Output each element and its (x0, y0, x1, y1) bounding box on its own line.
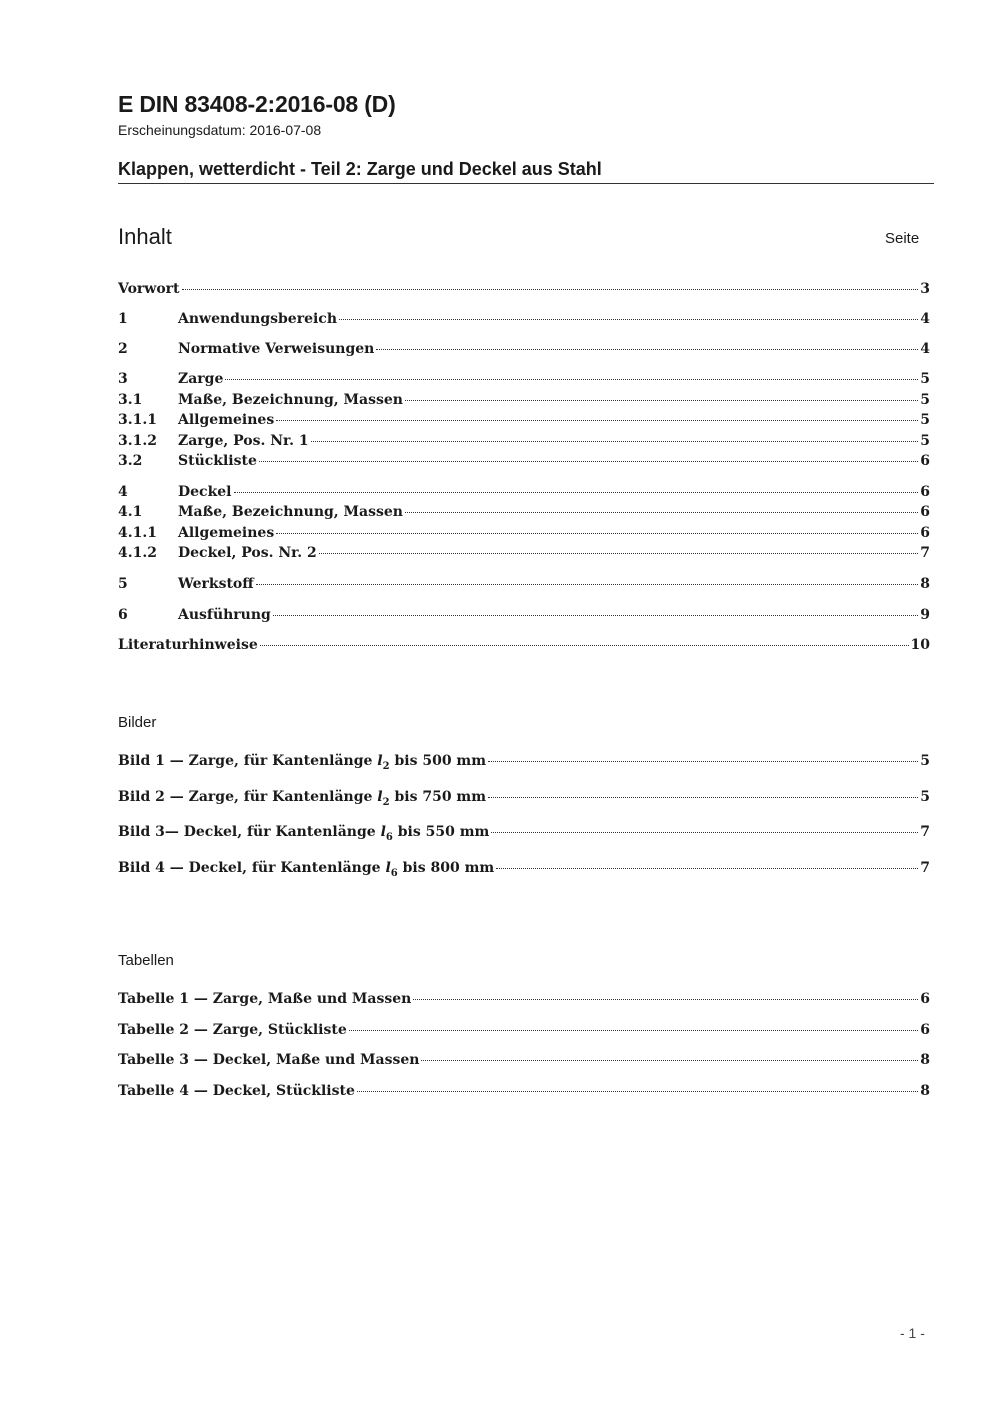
dot-leader (319, 552, 919, 554)
toc-entry-4[interactable] (118, 484, 930, 504)
dot-leader (260, 644, 909, 646)
toc-entry-number: 4 (118, 484, 128, 500)
toc-entry-number: 6 (118, 607, 128, 623)
toc-heading: Inhalt (118, 224, 172, 249)
figure-entry-text: Bild 2 — Zarge, für Kantenlänge $l_2$ bis 750 mm (118, 789, 487, 808)
toc-entry-3[interactable] (118, 371, 930, 391)
toc-entry-text: Werkstoff (178, 576, 254, 592)
toc-entry-3-1-1[interactable] (118, 412, 930, 432)
toc-entry-text: Deckel (178, 484, 232, 500)
toc-entry-text: Ausführung (178, 607, 271, 623)
dot-leader (421, 1059, 918, 1061)
toc-entry-3-1[interactable] (118, 392, 930, 412)
figure-entry-page: 5 (920, 789, 930, 805)
page-number: - 1 - (900, 1325, 925, 1341)
toc-entry-4-1[interactable] (118, 504, 930, 524)
figures-heading: Bilder (118, 714, 157, 731)
dot-leader (276, 419, 918, 421)
toc-entry-number: 4.1.2 (118, 545, 157, 561)
table-entry-page: 6 (920, 991, 930, 1007)
toc-entry-number: 3.1 (118, 392, 143, 408)
figure-entry[interactable] (118, 860, 930, 880)
toc-entry-page: 6 (920, 525, 930, 541)
table-entry-text: Tabelle 2 — Zarge, Stückliste (118, 1022, 347, 1038)
dot-leader (488, 796, 918, 798)
toc-entry-text: Anwendungsbereich (178, 311, 337, 327)
tables-heading: Tabellen (118, 952, 174, 969)
table-entry[interactable] (118, 991, 930, 1011)
dot-leader (405, 511, 918, 513)
toc-entry-page: 6 (920, 453, 930, 469)
toc-entry-vorwort[interactable] (118, 281, 930, 301)
dot-leader (491, 831, 918, 833)
dot-leader (256, 583, 919, 585)
toc-entry-page: 6 (920, 504, 930, 520)
figure-entry[interactable] (118, 753, 930, 773)
dot-leader (182, 288, 919, 290)
figure-entry-text: Bild 3— Deckel, für Kantenlänge $l_6$ bis 550 mm (118, 824, 490, 843)
toc-entry-text: Zarge (178, 371, 224, 387)
dot-leader (488, 760, 918, 762)
toc-entry-page: 3 (920, 281, 930, 297)
toc-entry-6[interactable] (118, 607, 930, 627)
dot-leader (349, 1029, 919, 1031)
figure-entry-text: Bild 4 — Deckel, für Kantenlänge $l_6$ bis 800 mm (118, 860, 495, 879)
toc-entry-text: Allgemeines (178, 525, 275, 541)
dot-leader (496, 867, 918, 869)
title-divider (118, 183, 934, 184)
toc-entry-number: 2 (118, 341, 128, 357)
table-entry-text: Tabelle 4 — Deckel, Stückliste (118, 1083, 355, 1099)
page-column-label: Seite (885, 230, 920, 247)
document-id: E DIN 83408-2:2016-08 (D) (118, 91, 396, 117)
dot-leader (376, 348, 918, 350)
toc-entry-page: 9 (920, 607, 930, 623)
figure-entry-text: Bild 1 — Zarge, für Kantenlänge $l_2$ bis 500 mm (118, 753, 487, 772)
toc-entry-text: Deckel, Pos. Nr. 2 (178, 545, 317, 561)
toc-entry-number: 3.1.1 (118, 412, 157, 428)
table-entry-page: 8 (920, 1052, 930, 1068)
toc-entry-text: Maße, Bezeichnung, Massen (178, 392, 403, 408)
toc-entry-page: 7 (920, 545, 930, 561)
toc-entry-2[interactable] (118, 341, 930, 361)
toc-entry-page: 4 (920, 341, 930, 357)
toc-entry-number: 3.1.2 (118, 433, 157, 449)
toc-entry-text: Allgemeines (178, 412, 275, 428)
toc-entry-number: 4.1.1 (118, 525, 157, 541)
figure-entry[interactable] (118, 824, 930, 844)
dot-leader (259, 460, 918, 462)
table-entry[interactable] (118, 1052, 930, 1072)
toc-entry-page: 4 (920, 311, 930, 327)
table-entry-text: Tabelle 1 — Zarge, Maße und Massen (118, 991, 412, 1007)
figure-entry-page: 7 (920, 824, 930, 840)
toc-entry-page: 5 (920, 392, 930, 408)
toc-entry-3-1-2[interactable] (118, 433, 930, 453)
dot-leader (273, 614, 918, 616)
dot-leader (225, 378, 918, 380)
table-entry[interactable] (118, 1083, 930, 1103)
figure-entry-page: 7 (920, 860, 930, 876)
toc-entry-5[interactable] (118, 576, 930, 596)
dot-leader (413, 998, 918, 1000)
document-title: Klappen, wetterdicht - Teil 2: Zarge und Deckel aus Stahl (118, 159, 602, 179)
toc-entry-page: 10 (910, 637, 930, 653)
toc-entry-page: 5 (920, 412, 930, 428)
dot-leader (311, 440, 919, 442)
table-entry-page: 6 (920, 1022, 930, 1038)
toc-entry-text: Normative Verweisungen (178, 341, 375, 357)
toc-entry-number: 3 (118, 371, 128, 387)
toc-entry-text: Stückliste (178, 453, 257, 469)
toc-entry-text: Vorwort (118, 281, 180, 297)
toc-entry-page: 8 (920, 576, 930, 592)
toc-entry-4-1-2[interactable] (118, 545, 930, 565)
figure-entry[interactable] (118, 789, 930, 809)
figure-entry-page: 5 (920, 753, 930, 769)
dot-leader (339, 318, 918, 320)
toc-entry-3-2[interactable] (118, 453, 930, 473)
toc-entry-literaturhinweise[interactable] (118, 637, 930, 657)
toc-entry-text: Literaturhinweise (118, 637, 258, 653)
publication-date: Erscheinungsdatum: 2016-07-08 (118, 122, 322, 138)
table-entry[interactable] (118, 1022, 930, 1042)
dot-leader (357, 1090, 918, 1092)
toc-entry-text: Zarge, Pos. Nr. 1 (178, 433, 309, 449)
toc-entry-number: 1 (118, 311, 128, 327)
table-entry-page: 8 (920, 1083, 930, 1099)
dot-leader (234, 491, 919, 493)
toc-entry-text: Maße, Bezeichnung, Massen (178, 504, 403, 520)
toc-entry-number: 5 (118, 576, 128, 592)
toc-entry-number: 3.2 (118, 453, 143, 469)
toc-entry-page: 6 (920, 484, 930, 500)
toc-entry-1[interactable] (118, 311, 930, 331)
table-entry-text: Tabelle 3 — Deckel, Maße und Massen (118, 1052, 420, 1068)
toc-entry-page: 5 (920, 371, 930, 387)
toc-entry-number: 4.1 (118, 504, 143, 520)
dot-leader (405, 399, 918, 401)
dot-leader (276, 532, 918, 534)
toc-entry-4-1-1[interactable] (118, 525, 930, 545)
toc-entry-page: 5 (920, 433, 930, 449)
